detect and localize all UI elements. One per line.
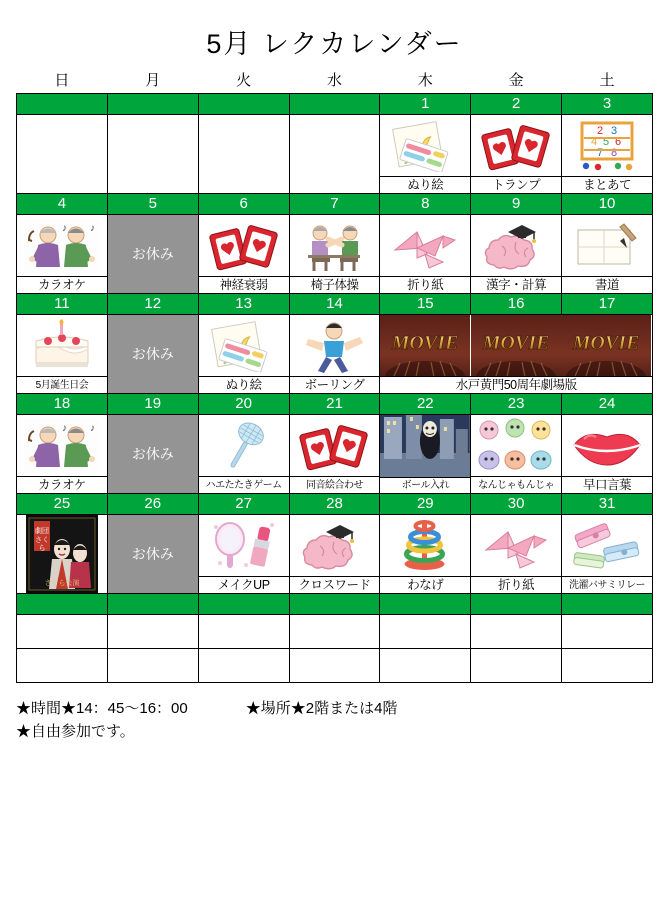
activity-art-calligraphy bbox=[562, 215, 652, 276]
day-number: 12 bbox=[107, 294, 198, 315]
day-number: 29 bbox=[380, 494, 471, 515]
day-number: 19 bbox=[107, 394, 198, 415]
day-content-row bbox=[17, 115, 653, 194]
day-cell-rest bbox=[107, 215, 198, 294]
movie-art-strip bbox=[380, 315, 652, 376]
day-number-empty bbox=[289, 94, 380, 115]
day-cell-event bbox=[562, 215, 653, 294]
svg-text:3: 3 bbox=[610, 124, 618, 137]
svg-text:♪: ♪ bbox=[61, 422, 67, 434]
day-cell-empty bbox=[107, 115, 198, 194]
calendar-header bbox=[17, 69, 653, 94]
day-cell-empty bbox=[198, 115, 289, 194]
day-number: 16 bbox=[471, 294, 562, 315]
activity-art-karaoke bbox=[17, 215, 107, 276]
page-title: 5月 レクカレンダー bbox=[206, 29, 463, 59]
day-number: 31 bbox=[562, 494, 653, 515]
day-number: 10 bbox=[562, 194, 653, 215]
weekday-tue: 火 bbox=[236, 72, 252, 89]
activity-art-cake bbox=[17, 315, 107, 376]
svg-text:4: 4 bbox=[590, 135, 598, 148]
svg-text:MOVIE: MOVIE bbox=[482, 332, 550, 354]
activity-label: ぬり絵 bbox=[199, 376, 289, 393]
activity-art-bowling bbox=[290, 315, 380, 376]
day-cell-event bbox=[17, 515, 108, 594]
activity-label: 漢字・計算 bbox=[471, 276, 561, 293]
day-cell-empty bbox=[17, 115, 108, 194]
day-number: 26 bbox=[107, 494, 198, 515]
activity-label: カラオケ bbox=[17, 276, 107, 293]
svg-text:2: 2 bbox=[596, 124, 604, 137]
activity-art-target bbox=[562, 115, 652, 176]
day-cell-event bbox=[380, 515, 471, 594]
day-number: 28 bbox=[289, 494, 380, 515]
activity-art-ringtoss bbox=[380, 515, 470, 576]
day-number-row bbox=[17, 394, 653, 415]
day-number: 23 bbox=[471, 394, 562, 415]
day-number: 2 bbox=[471, 94, 562, 115]
day-cell-rest bbox=[107, 415, 198, 494]
day-number: 21 bbox=[289, 394, 380, 415]
svg-text:ら: ら bbox=[38, 544, 46, 552]
activity-art-clothespin bbox=[562, 515, 652, 576]
rest-label: お休み bbox=[131, 446, 174, 462]
activity-label: ぬり絵 bbox=[380, 176, 470, 193]
day-number-empty bbox=[17, 94, 108, 115]
day-number-empty bbox=[198, 594, 289, 615]
day-number: 24 bbox=[562, 394, 653, 415]
blank-cell bbox=[380, 649, 471, 683]
trailing-green-row bbox=[17, 594, 653, 615]
footer-notes bbox=[0, 697, 669, 743]
day-number-empty bbox=[562, 594, 653, 615]
activity-label: ハエたたきゲーム bbox=[199, 476, 289, 493]
svg-text:8: 8 bbox=[610, 146, 618, 159]
activity-label: 洗濯バサミリレー bbox=[562, 576, 652, 593]
weekday-header-row bbox=[17, 69, 653, 94]
activity-label: 神経衰弱 bbox=[199, 276, 289, 293]
weekday-sat: 土 bbox=[599, 72, 615, 89]
day-number: 20 bbox=[198, 394, 289, 415]
day-number: 8 bbox=[380, 194, 471, 215]
day-number-empty bbox=[107, 94, 198, 115]
activity-label: まとあて bbox=[562, 176, 652, 193]
day-cell-event bbox=[17, 215, 108, 294]
day-number-empty bbox=[380, 594, 471, 615]
activity-label: メイクUP bbox=[199, 576, 289, 593]
blank-cell bbox=[17, 649, 108, 683]
activity-label: ボーリング bbox=[290, 376, 380, 393]
day-cell-event bbox=[471, 215, 562, 294]
calendar-body bbox=[17, 94, 653, 683]
day-number-row bbox=[17, 494, 653, 515]
svg-text:劇団: 劇団 bbox=[34, 527, 49, 535]
day-cell-event bbox=[17, 315, 108, 394]
activity-art-lips bbox=[562, 415, 652, 476]
activity-art-origami bbox=[471, 515, 561, 576]
blank-cell bbox=[562, 649, 653, 683]
day-number: 3 bbox=[562, 94, 653, 115]
day-number: 25 bbox=[17, 494, 108, 515]
day-number: 15 bbox=[380, 294, 471, 315]
day-number: 5 bbox=[107, 194, 198, 215]
svg-text:♪: ♪ bbox=[61, 222, 67, 234]
footer-time: ★時間★14：45～16：00 bbox=[16, 700, 188, 717]
activity-art-brain bbox=[471, 215, 561, 276]
weekday-sun: 日 bbox=[54, 72, 70, 89]
day-number-row bbox=[17, 94, 653, 115]
trailing-blank-row bbox=[17, 615, 653, 649]
weekday-wed: 水 bbox=[326, 72, 342, 89]
calendar-table bbox=[16, 69, 653, 683]
day-cell-event bbox=[198, 215, 289, 294]
day-number-empty bbox=[17, 594, 108, 615]
activity-art-makeup bbox=[199, 515, 289, 576]
day-number: 1 bbox=[380, 94, 471, 115]
activity-art-cards bbox=[199, 215, 289, 276]
activity-art-origami bbox=[380, 215, 470, 276]
blank-cell bbox=[17, 615, 108, 649]
day-cell-event bbox=[17, 415, 108, 494]
day-number: 4 bbox=[17, 194, 108, 215]
day-number: 13 bbox=[198, 294, 289, 315]
rest-label: お休み bbox=[131, 246, 174, 262]
weekday-thu: 木 bbox=[417, 72, 433, 89]
day-cell-event bbox=[471, 515, 562, 594]
day-number-empty bbox=[198, 94, 289, 115]
svg-text:さく: さく bbox=[34, 536, 49, 544]
day-cell-event bbox=[289, 215, 380, 294]
day-number-empty bbox=[289, 594, 380, 615]
day-content-row bbox=[17, 515, 653, 594]
activity-art-brain bbox=[290, 515, 380, 576]
activity-art-ballgame bbox=[380, 415, 470, 477]
activity-label: トランプ bbox=[471, 176, 561, 193]
day-content-row bbox=[17, 415, 653, 494]
day-cell-event bbox=[198, 315, 289, 394]
activity-art-coloring bbox=[199, 315, 289, 376]
day-number: 22 bbox=[380, 394, 471, 415]
day-number-row bbox=[17, 194, 653, 215]
activity-art-chair-exercise bbox=[290, 215, 380, 276]
day-number-empty bbox=[471, 594, 562, 615]
svg-text:さくら公演: さくら公演 bbox=[44, 579, 80, 587]
svg-text:6: 6 bbox=[614, 135, 622, 148]
svg-text:♪: ♪ bbox=[89, 422, 95, 434]
activity-art-coloring bbox=[380, 115, 470, 176]
activity-label: 5月誕生日会 bbox=[17, 376, 107, 393]
day-cell-rest bbox=[107, 315, 198, 394]
blank-cell bbox=[471, 649, 562, 683]
day-number: 11 bbox=[17, 294, 108, 315]
trailing-blank-row bbox=[17, 649, 653, 683]
day-number: 17 bbox=[562, 294, 653, 315]
day-number: 27 bbox=[198, 494, 289, 515]
day-cell-event bbox=[289, 315, 380, 394]
day-cell-event bbox=[198, 415, 289, 494]
activity-label: ボール入れ bbox=[380, 477, 470, 493]
footer-line-2: ★自由参加です。 bbox=[16, 723, 135, 740]
day-cell-rest bbox=[107, 515, 198, 594]
activity-art-cards bbox=[290, 415, 380, 476]
rest-label: お休み bbox=[131, 546, 174, 562]
svg-text:7: 7 bbox=[596, 146, 604, 159]
day-number: 14 bbox=[289, 294, 380, 315]
day-cell-event bbox=[471, 415, 562, 494]
blank-cell bbox=[471, 615, 562, 649]
activity-label: クロスワード bbox=[290, 576, 380, 593]
svg-text:MOVIE: MOVIE bbox=[392, 332, 459, 354]
rest-label: お休み bbox=[131, 346, 174, 362]
weekday-mon: 月 bbox=[145, 72, 161, 89]
day-cell-empty bbox=[289, 115, 380, 194]
day-content-row bbox=[17, 315, 653, 394]
blank-cell bbox=[107, 649, 198, 683]
day-cell-event bbox=[380, 115, 471, 194]
activity-label: なんじゃもんじゃ bbox=[471, 476, 561, 493]
blank-cell bbox=[562, 615, 653, 649]
day-cell-movie-group bbox=[380, 315, 653, 394]
activity-label: 折り紙 bbox=[380, 276, 470, 293]
activity-label: わなげ bbox=[380, 576, 470, 593]
activity-label: 折り紙 bbox=[471, 576, 561, 593]
day-cell-event bbox=[289, 415, 380, 494]
day-cell-event bbox=[562, 515, 653, 594]
day-number-row bbox=[17, 294, 653, 315]
activity-art-cards bbox=[471, 115, 561, 176]
blank-cell bbox=[198, 615, 289, 649]
day-number: 30 bbox=[471, 494, 562, 515]
activity-label: 椅子体操 bbox=[290, 276, 380, 293]
day-cell-event bbox=[289, 515, 380, 594]
movie-label: 水戸黄門50周年劇場版 bbox=[380, 376, 652, 393]
activity-label: カラオケ bbox=[17, 476, 107, 493]
blank-cell bbox=[107, 615, 198, 649]
activity-art-monster bbox=[471, 415, 561, 476]
activity-art-poster bbox=[17, 515, 107, 593]
blank-cell bbox=[289, 615, 380, 649]
day-number-empty bbox=[107, 594, 198, 615]
activity-label: 同音絵合わせ bbox=[290, 476, 380, 493]
svg-text:5: 5 bbox=[602, 135, 610, 148]
day-number: 7 bbox=[289, 194, 380, 215]
day-cell-event bbox=[198, 515, 289, 594]
day-number: 18 bbox=[17, 394, 108, 415]
day-number: 9 bbox=[471, 194, 562, 215]
svg-text:MOVIE: MOVIE bbox=[573, 332, 640, 354]
footer-place: ★場所★2階または4階 bbox=[245, 700, 398, 717]
weekday-fri: 金 bbox=[508, 72, 524, 89]
day-number: 6 bbox=[198, 194, 289, 215]
blank-cell bbox=[380, 615, 471, 649]
blank-cell bbox=[289, 649, 380, 683]
blank-cell bbox=[198, 649, 289, 683]
activity-label: 書道 bbox=[562, 276, 652, 293]
day-cell-event bbox=[380, 415, 471, 494]
day-cell-event bbox=[562, 415, 653, 494]
day-content-row bbox=[17, 215, 653, 294]
day-cell-event bbox=[380, 215, 471, 294]
day-cell-event bbox=[562, 115, 653, 194]
footer-line-1 bbox=[16, 697, 669, 720]
activity-art-karaoke bbox=[17, 415, 107, 476]
activity-art-flyswatter bbox=[199, 415, 289, 476]
activity-label: 早口言葉 bbox=[562, 476, 652, 493]
day-cell-event bbox=[471, 115, 562, 194]
svg-text:♪: ♪ bbox=[89, 222, 95, 234]
